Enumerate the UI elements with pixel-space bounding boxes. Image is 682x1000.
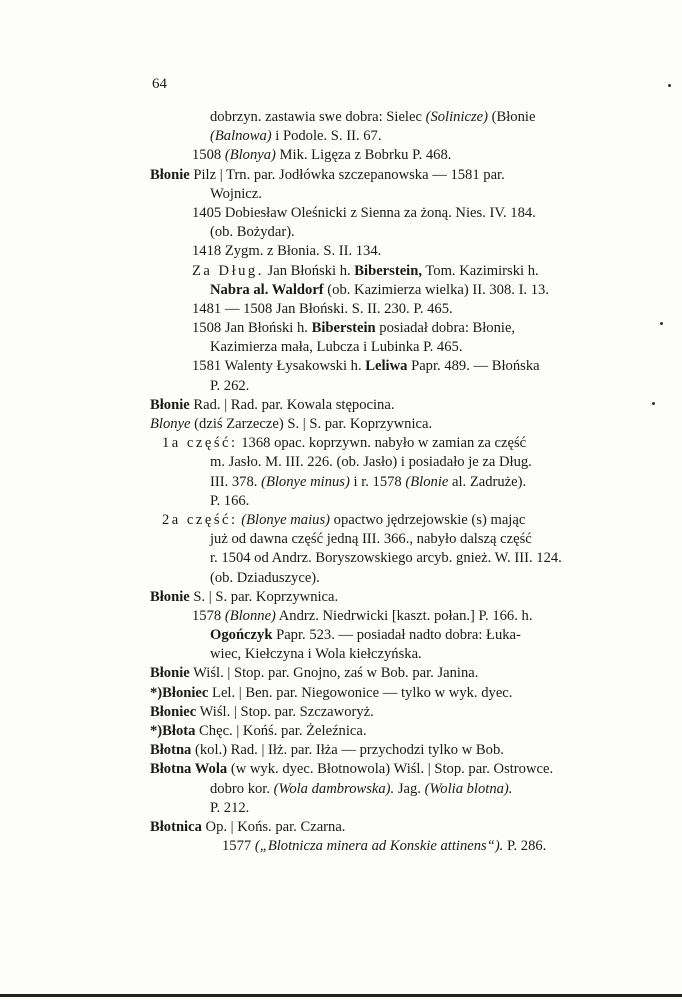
text-segment: P. 166. (210, 492, 250, 509)
text-segment: Tom. Kazimirski h. (422, 262, 539, 279)
text-segment: 1577 (222, 838, 255, 855)
text-line (150, 549, 628, 568)
historical-name: Blonye (150, 416, 191, 432)
text-line (150, 588, 628, 607)
entry-headword: Błonie (150, 396, 190, 413)
text-line (150, 511, 628, 530)
text-segment: dobro kor. (210, 780, 274, 797)
text-line (150, 780, 628, 799)
text-line (150, 185, 628, 204)
spaced-label: 2a część: (162, 511, 238, 528)
text-line (150, 127, 628, 146)
scan-speck (660, 322, 663, 325)
text-segment: wiec, Kiełczyna i Wola kiełczyńska. (210, 646, 422, 663)
text-segment: r. 1504 od Andrz. Boryszowskiego arcyb. gnież. W. III. 124. (210, 550, 562, 567)
scan-edge-rule (0, 994, 682, 997)
historical-name: (Balnowa) (210, 128, 272, 145)
text-segment: Kazimierza mała, Lubcza i Lubinka P. 465. (210, 339, 463, 356)
text-segment: 1508 Jan Błoński h. (192, 320, 312, 337)
text-segment: opactwo jędrzejowskie (s) mając (330, 511, 526, 528)
text-line (150, 626, 628, 645)
historical-name: (Wola dambrowska). (273, 780, 395, 797)
text-line (150, 262, 628, 281)
entry-headword: *)Błoniec (150, 684, 209, 701)
text-segment: Jan Błoński h. (263, 262, 355, 279)
text-line (150, 530, 628, 549)
text-segment: Wojnicz. (210, 185, 262, 202)
text-segment: Pilz | Trn. par. Jodłówka szczepanowska — 1581 par. (189, 166, 505, 183)
text-segment: (ob. Kazimierza wielka) II. 308. I. 13. (323, 281, 549, 298)
text-line (150, 645, 628, 664)
text-line (150, 492, 628, 511)
text-segment: 1581 Walenty Łysakowski h. (192, 358, 366, 375)
text-segment: (Błonie (488, 109, 536, 125)
text-line (150, 300, 628, 319)
text-segment: P. 262. (210, 377, 250, 394)
text-segment: Mik. Ligęza z Bobrku P. 468. (275, 147, 452, 164)
text-line (150, 684, 628, 703)
text-line (150, 204, 628, 223)
historical-name: (Solinicze) (425, 109, 489, 125)
entry-headword: Biberstein, (354, 262, 422, 279)
text-segment: (ob. Bożydar). (210, 224, 295, 241)
text-segment: Op. | Końs. par. Czarna. (201, 818, 346, 835)
text-line (150, 703, 628, 722)
text-segment: (ob. Dziaduszyce). (210, 569, 320, 586)
text-segment: (kol.) Rad. | Iłż. par. Iłża — przychodzi tylko w Bob. (191, 742, 504, 759)
text-line (150, 338, 628, 357)
historical-name: (Blonie (405, 473, 449, 490)
text-segment: 1508 (192, 147, 225, 164)
text-line (150, 473, 628, 492)
text-segment: Wiśl. | Stop. par. Szczaworyż. (196, 703, 374, 720)
text-line (150, 818, 628, 837)
text-segment: 1368 opac. koprzywn. nabyło w zamian za część (237, 435, 527, 452)
text-segment: Chęc. | Końś. par. Żeleźnica. (195, 723, 367, 739)
text-line (150, 146, 628, 165)
text-segment: Rad. | Rad. par. Kowala stępocina. (189, 396, 395, 413)
entry-headword: Ogończyk (210, 627, 273, 644)
entry-headword: Błonie (150, 588, 190, 605)
scan-speck (652, 402, 655, 405)
text-segment: (dziś Zarzecze) S. | S. par. Koprzywnica. (190, 416, 433, 432)
text-line (150, 837, 628, 856)
entry-headword: *)Błota (150, 723, 196, 739)
text-segment: 1418 Zygm. z Błonia. S. II. 134. (192, 243, 382, 260)
text-line (150, 108, 628, 127)
text-line (150, 415, 628, 434)
entry-headword: Błotna Wola (150, 761, 228, 778)
historical-name: (Blonye maius) (241, 511, 330, 528)
spaced-label: Za Dług. (192, 262, 264, 279)
text-line (150, 434, 628, 453)
text-line (150, 281, 628, 300)
text-line (150, 319, 628, 338)
dictionary-text (150, 108, 628, 856)
text-line (150, 741, 628, 760)
text-line (150, 607, 628, 626)
entry-headword: Leliwa (365, 358, 408, 375)
text-line (150, 799, 628, 818)
spaced-label: 1a część: (162, 435, 238, 452)
historical-name: („Blotnicza minera ad Konskie attinens“). (254, 838, 504, 855)
entry-headword: Błonie (150, 166, 190, 183)
text-line (150, 664, 628, 683)
text-segment: Andrz. Niedrwicki [kaszt. połan.] P. 166. h. (275, 607, 533, 624)
text-line (150, 377, 628, 396)
text-line (150, 453, 628, 472)
text-line (150, 166, 628, 185)
text-segment: S. | S. par. Koprzywnica. (189, 588, 339, 605)
scan-speck (668, 84, 671, 87)
text-line (150, 396, 628, 415)
text-segment: i Podole. S. II. 67. (271, 128, 382, 145)
text-line (150, 357, 628, 376)
historical-name: (Blonye minus) (261, 473, 350, 490)
text-line (150, 242, 628, 261)
page-number: 64 (152, 76, 167, 92)
text-line (150, 760, 628, 779)
text-segment: posiadał dobra: Błonie, (375, 320, 516, 337)
text-segment: Papr. 489. — Błońska (407, 358, 540, 375)
text-line (150, 722, 628, 741)
text-segment: P. 286. (503, 838, 547, 855)
entry-headword: Błonie (150, 665, 190, 682)
text-segment: już od dawna część jedną III. 366., nabyło dalszą część (210, 531, 532, 548)
text-segment: Papr. 523. — posiadał nadto dobra: Łuka- (272, 627, 521, 644)
text-segment: Lel. | Ben. par. Niegowonice — tylko w wyk. dyec. (208, 684, 513, 701)
historical-name: (Wolia blotna). (424, 780, 513, 797)
historical-name: (Blonya) (224, 147, 276, 164)
text-segment: 1405 Dobiesław Oleśnicki z Sienna za żoną. Nies. IV. 184. (192, 204, 536, 221)
text-segment: 1578 (192, 607, 225, 624)
text-line (150, 569, 628, 588)
text-segment: i r. 1578 (349, 473, 406, 490)
text-segment: 1481 — 1508 Jan Błoński. S. II. 230. P. 465. (192, 300, 453, 317)
text-segment: (w wyk. dyec. Błotnowola) Wiśl. | Stop. par. Ostrowce. (227, 761, 554, 778)
entry-headword: Błoniec (150, 703, 197, 720)
entry-headword: Biberstein (311, 320, 376, 337)
entry-headword: Błotnica (150, 818, 202, 835)
text-segment: dobrzyn. zastawia swe dobra: Sielec (210, 109, 426, 125)
historical-name: (Blonne) (224, 607, 276, 624)
text-segment: Wiśl. | Stop. par. Gnojno, zaś w Bob. par. Janina. (189, 665, 479, 682)
text-segment: m. Jasło. M. III. 226. (ob. Jasło) i posiadało je za Dług. (210, 454, 532, 471)
entry-headword: Nabra al. Waldorf (210, 281, 324, 298)
text-segment: P. 212. (210, 799, 250, 816)
text-segment: III. 378. (210, 473, 262, 490)
text-line (150, 223, 628, 242)
entry-headword: Błotna (150, 742, 192, 759)
text-segment: al. Zadruże). (448, 473, 527, 490)
text-segment: Jag. (394, 780, 425, 797)
